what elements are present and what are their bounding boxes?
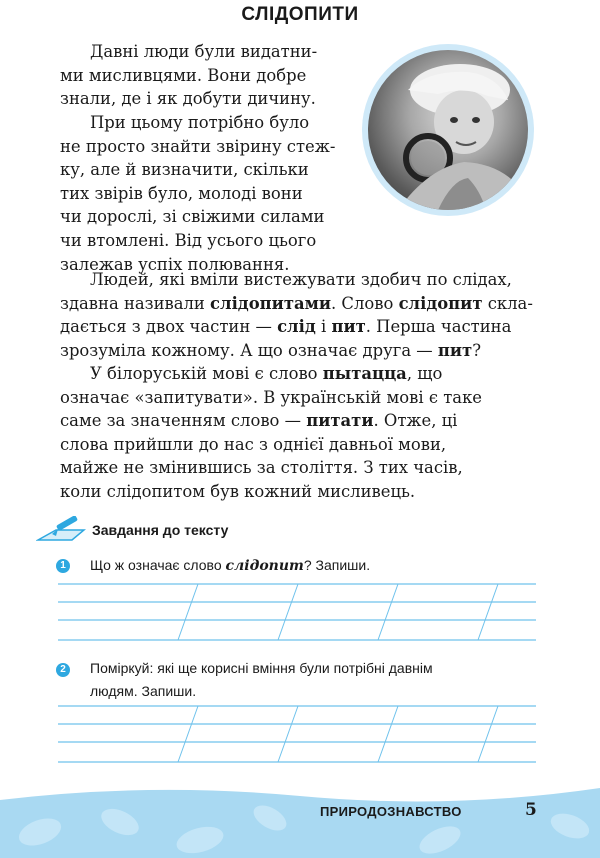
page-number: 5 (525, 800, 537, 820)
text-line: чи дорослі, зі свіжими силами (60, 207, 325, 227)
text-line: дається з двох частин — слід і пит. Перша частина (60, 317, 512, 337)
intro-paragraph (60, 40, 354, 111)
text-line: означає «запитувати». В українській мові є таке (60, 387, 483, 407)
task-1-text: Що ж означає слово слідопит? Запиши. (90, 557, 371, 574)
text-line: При цьому потрібно було (90, 113, 310, 132)
child-photo (368, 50, 528, 210)
task-2-text (90, 657, 433, 703)
paragraph-etymology (60, 362, 536, 504)
photo-frame (362, 44, 534, 216)
child-with-magnifier-image (368, 50, 528, 210)
pencil-notebook-icon (36, 516, 86, 544)
text-line: саме за значенням слово — питати. Отже, ці (60, 411, 458, 431)
writing-lines-2[interactable] (58, 704, 536, 766)
text-line: Людей, які вміли вистежувати здобич по слідах, (90, 270, 512, 289)
text-line: чи втомлені. Від усього цього (60, 230, 317, 250)
text-line: коли слідопитом був кожний мисливець. (60, 481, 416, 501)
footer-band (0, 782, 600, 858)
text-line: слова прийшли до нас з однієї давньої мови, (60, 434, 447, 454)
text-line: тих звірів було, молоді вони (60, 183, 303, 203)
task-number-badge: 2 (56, 663, 70, 677)
tasks-heading: Завдання до тексту (92, 522, 229, 538)
task-line: Поміркуй: які ще корисні вміння були потрібні давнім (90, 660, 433, 676)
text-line: зрозуміла кожному. А що означає друга — пит? (60, 340, 482, 360)
text-line: Давні люди були видатни- (90, 42, 318, 61)
text-line: здавна називали слідопитами. Слово слідопит скла- (60, 293, 533, 313)
text-line: залежав успіх полювання. (60, 254, 290, 274)
text-line: знали, де і як добути дичину. (60, 89, 316, 109)
text-line: ми мисливцями. Вони добре (60, 65, 307, 85)
task-line: людям. Запиши. (90, 683, 197, 699)
page-title: СЛІДОПИТИ (241, 4, 359, 25)
text-line: У білоруській мові є слово пытацца, що (90, 364, 443, 383)
intro-paragraph-2 (60, 111, 354, 276)
text-line: майже не змінившись за століття. З тих часів, (60, 458, 463, 478)
text-line: не просто знайти звірину стеж- (60, 136, 336, 156)
text-line: ку, але й визначити, скільки (60, 160, 309, 180)
paragraph-sledopyty (60, 268, 536, 362)
footer-subject: ПРИРОДОЗНАВСТВО (320, 804, 462, 819)
writing-lines-1[interactable] (58, 582, 536, 644)
task-number-badge: 1 (56, 559, 70, 573)
